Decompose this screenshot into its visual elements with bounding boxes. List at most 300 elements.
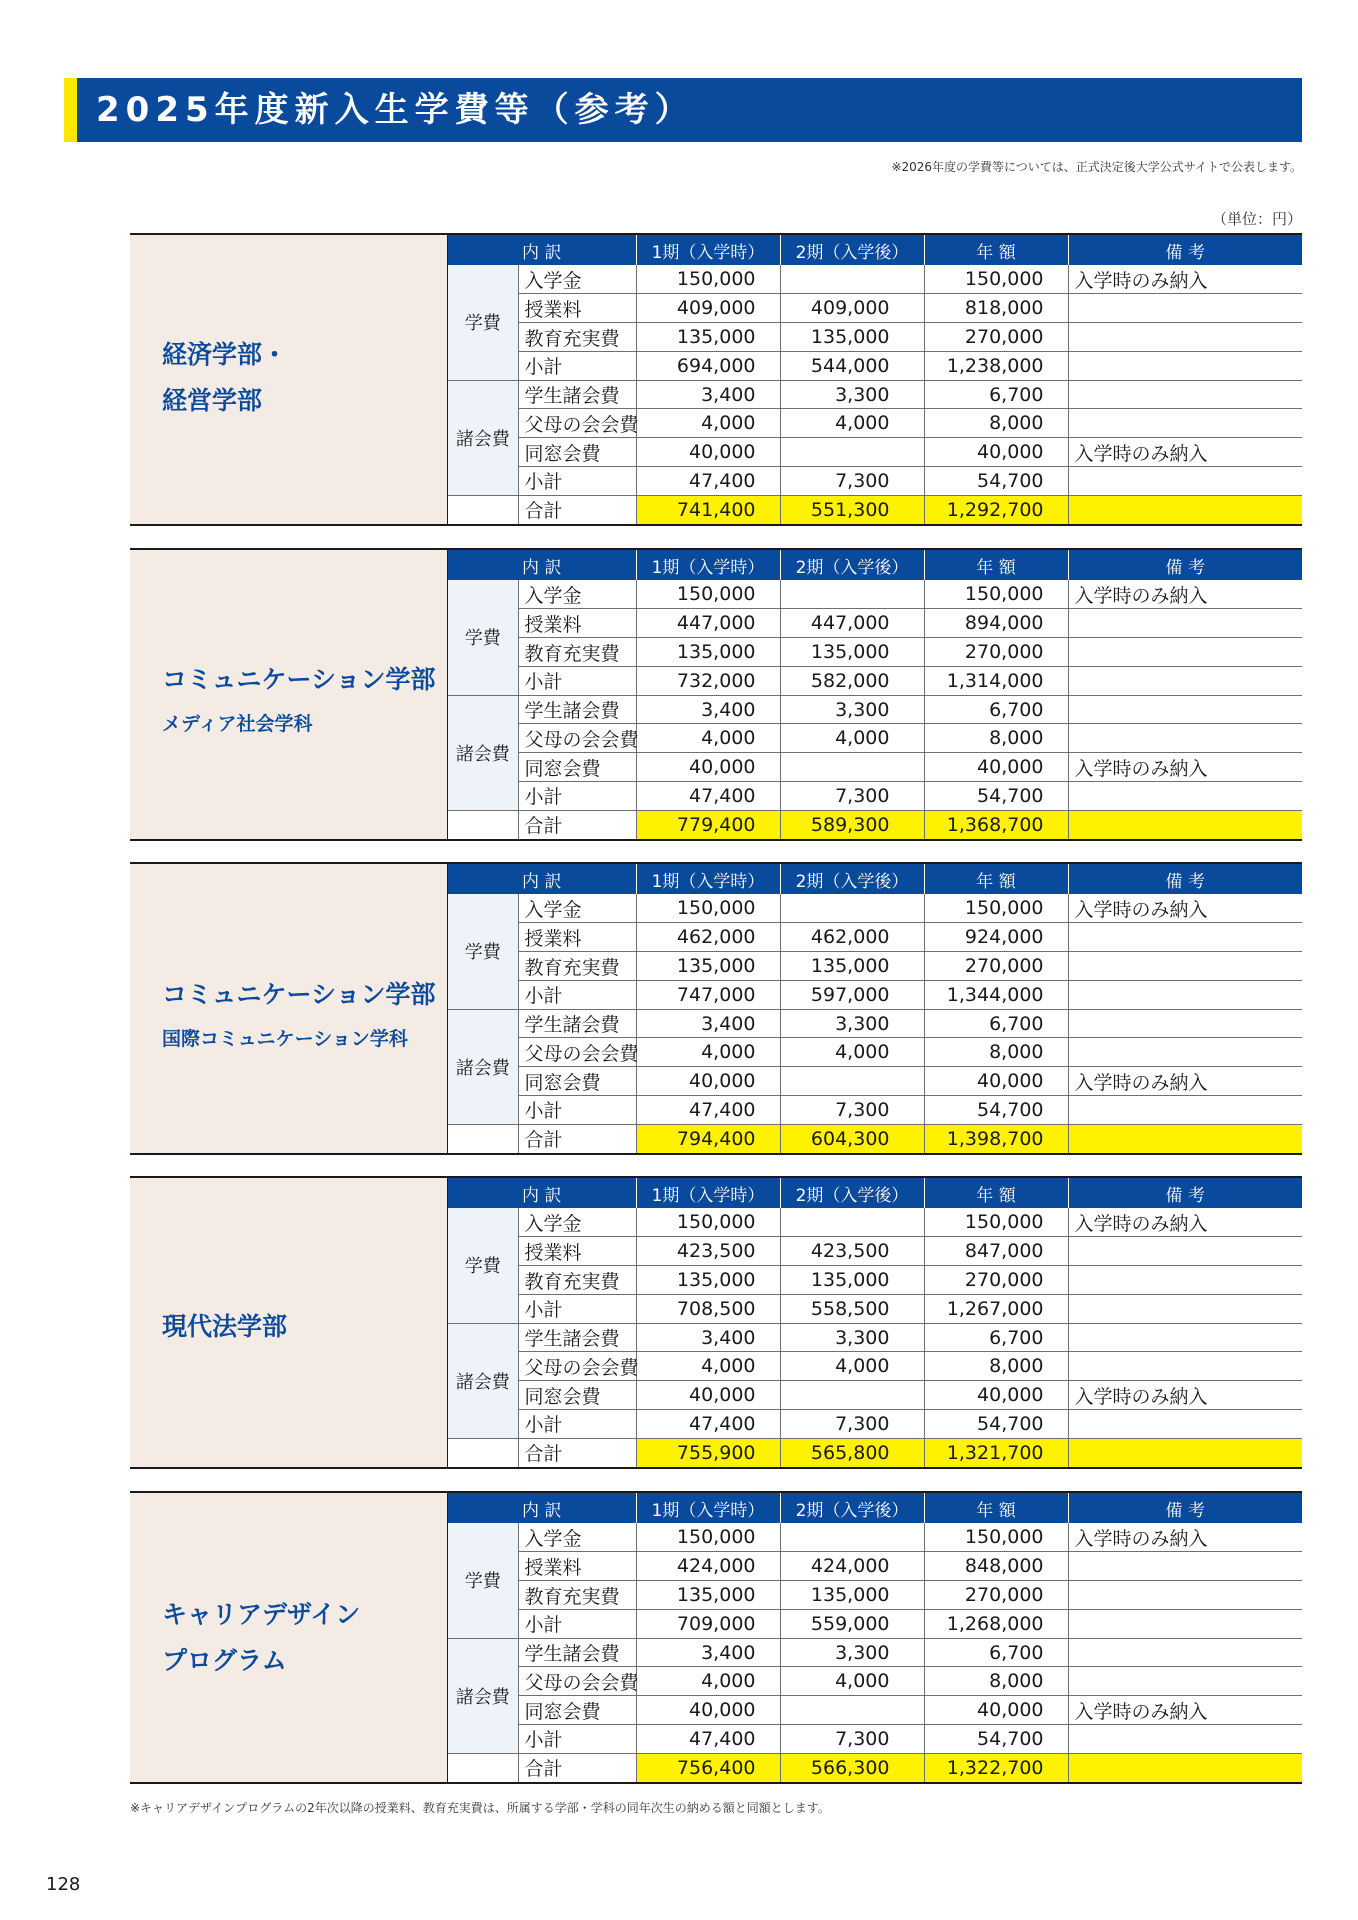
amount-cell: 3,300 [780,1323,924,1352]
column-header: 1期（入学時） [636,864,780,894]
column-header: 内 訳 [448,235,636,265]
item-label: 学生諸会費 [518,1323,636,1352]
total-spacer [448,810,518,839]
amount-cell [780,1381,924,1410]
total-remark-cell [1068,1124,1302,1153]
item-label: 入学金 [518,894,636,923]
table-row [448,666,1302,695]
table-row [448,1038,1302,1067]
item-label: 授業料 [518,1552,636,1581]
item-label: 教育充実費 [518,1266,636,1295]
amount-cell: 150,000 [924,1523,1068,1552]
amount-cell: 54,700 [924,466,1068,495]
faculty-name-line: キャリアデザイン [162,1600,361,1629]
remark-cell [1068,409,1302,438]
item-label: 父母の会会費 [518,1667,636,1696]
amount-cell: 423,500 [636,1237,780,1266]
column-header: 備 考 [1068,550,1302,580]
amount-cell: 6,700 [924,380,1068,409]
amount-cell: 4,000 [636,724,780,753]
amount-cell: 558,500 [780,1294,924,1323]
amount-cell: 150,000 [636,894,780,923]
amount-cell: 8,000 [924,1352,1068,1381]
item-label: 入学金 [518,580,636,609]
item-label: 授業料 [518,609,636,638]
page-number: 128 [46,1874,81,1895]
group-label: 学費 [448,265,518,380]
item-label: 入学金 [518,1208,636,1237]
column-header: 内 訳 [448,864,636,894]
item-label: 授業料 [518,294,636,323]
remark-cell [1068,351,1302,380]
total-amount-cell: 756,400 [636,1753,780,1782]
table-row [448,1696,1302,1725]
remark-cell [1068,609,1302,638]
table-row [448,1266,1302,1295]
total-amount-cell: 604,300 [780,1124,924,1153]
top-note: ※2026年度の学費等については、正式決定後大学公式サイトで公表します。 [891,160,1302,174]
amount-cell: 747,000 [636,980,780,1009]
item-label: 学生諸会費 [518,695,636,724]
total-amount-cell: 589,300 [780,810,924,839]
total-remark-cell [1068,1438,1302,1467]
faculty-fee-block [130,233,1302,526]
amount-cell: 6,700 [924,695,1068,724]
amount-cell: 135,000 [636,952,780,981]
total-row [448,1753,1302,1782]
group-label: 学費 [448,580,518,695]
table-row [448,923,1302,952]
amount-cell: 7,300 [780,1409,924,1438]
remark-cell [1068,1095,1302,1124]
amount-cell [780,1523,924,1552]
amount-cell: 462,000 [780,923,924,952]
amount-cell: 708,500 [636,1294,780,1323]
remark-cell [1068,1237,1302,1266]
total-amount-cell: 1,292,700 [924,495,1068,524]
amount-cell [780,1208,924,1237]
amount-cell: 150,000 [636,1523,780,1552]
total-row [448,495,1302,524]
amount-cell: 694,000 [636,351,780,380]
group-label: 学費 [448,894,518,1009]
total-amount-cell: 1,398,700 [924,1124,1068,1153]
faculty-name-line: プログラム [162,1646,287,1675]
item-label: 父母の会会費 [518,724,636,753]
amount-cell: 135,000 [780,1266,924,1295]
item-label: 小計 [518,1294,636,1323]
amount-cell: 1,238,000 [924,351,1068,380]
faculty-name-panel [130,1178,448,1467]
amount-cell: 894,000 [924,609,1068,638]
item-label: 小計 [518,666,636,695]
faculty-fee-block [130,1491,1302,1784]
remark-cell [1068,923,1302,952]
remark-cell: 入学時のみ納入 [1068,438,1302,467]
remark-cell [1068,980,1302,1009]
amount-cell: 40,000 [636,753,780,782]
total-spacer [448,1753,518,1782]
faculty-name-line: 経済学部・ [162,340,288,369]
amount-cell: 135,000 [636,323,780,352]
remark-cell [1068,1581,1302,1610]
remark-cell [1068,1409,1302,1438]
remark-cell [1068,1352,1302,1381]
total-spacer [448,495,518,524]
column-header: 年 額 [924,1493,1068,1523]
faculty-name-panel [130,1493,448,1782]
amount-cell: 3,400 [636,1323,780,1352]
amount-cell: 424,000 [636,1552,780,1581]
amount-cell: 150,000 [924,580,1068,609]
table-row [448,351,1302,380]
amount-cell: 597,000 [780,980,924,1009]
total-spacer [448,1124,518,1153]
amount-cell: 150,000 [924,265,1068,294]
amount-cell: 424,000 [780,1552,924,1581]
remark-cell: 入学時のみ納入 [1068,753,1302,782]
faculty-name [162,1304,287,1350]
amount-cell: 423,500 [780,1237,924,1266]
amount-cell: 40,000 [924,438,1068,467]
amount-cell: 40,000 [636,1381,780,1410]
remark-cell: 入学時のみ納入 [1068,1381,1302,1410]
amount-cell: 4,000 [636,1667,780,1696]
amount-cell: 4,000 [636,1038,780,1067]
column-header: 2期（入学後） [780,864,924,894]
table-row [448,1067,1302,1096]
item-label: 父母の会会費 [518,1352,636,1381]
table-row [448,695,1302,724]
total-amount-cell: 741,400 [636,495,780,524]
amount-cell: 1,268,000 [924,1609,1068,1638]
table-row [448,1638,1302,1667]
amount-cell: 40,000 [924,1696,1068,1725]
group-label: 学費 [448,1208,518,1323]
remark-cell: 入学時のみ納入 [1068,1067,1302,1096]
amount-cell [780,580,924,609]
amount-cell: 4,000 [780,1352,924,1381]
amount-cell: 582,000 [780,666,924,695]
title-accent-stripe [64,78,77,142]
amount-cell: 462,000 [636,923,780,952]
total-remark-cell [1068,1753,1302,1782]
total-row [448,1124,1302,1153]
item-label: 同窓会費 [518,438,636,467]
amount-cell: 135,000 [780,952,924,981]
item-label: 教育充実費 [518,1581,636,1610]
table-row [448,294,1302,323]
item-label: 小計 [518,351,636,380]
column-header: 1期（入学時） [636,235,780,265]
column-header: 内 訳 [448,550,636,580]
table-row [448,1352,1302,1381]
amount-cell [780,894,924,923]
item-label: 同窓会費 [518,753,636,782]
fee-table [448,1178,1302,1467]
item-label: 小計 [518,781,636,810]
remark-cell [1068,323,1302,352]
remark-cell [1068,952,1302,981]
remark-cell: 入学時のみ納入 [1068,894,1302,923]
total-label: 合計 [518,1124,636,1153]
total-amount-cell: 779,400 [636,810,780,839]
table-row [448,409,1302,438]
amount-cell: 54,700 [924,1409,1068,1438]
amount-cell: 8,000 [924,724,1068,753]
amount-cell: 135,000 [636,1581,780,1610]
item-label: 同窓会費 [518,1381,636,1410]
amount-cell: 150,000 [636,580,780,609]
group-label: 諸会費 [448,1323,518,1438]
table-row [448,1409,1302,1438]
page-title: 2025年度新入生学費等（参考） [96,90,695,130]
remark-cell: 入学時のみ納入 [1068,1696,1302,1725]
faculty-name [162,972,436,1054]
amount-cell: 47,400 [636,781,780,810]
table-row [448,609,1302,638]
column-header: 2期（入学後） [780,1178,924,1208]
amount-cell: 40,000 [636,1067,780,1096]
total-label: 合計 [518,1753,636,1782]
amount-cell: 54,700 [924,1095,1068,1124]
column-header: 1期（入学時） [636,1178,780,1208]
faculty-name [162,657,436,739]
amount-cell: 3,400 [636,1638,780,1667]
amount-cell: 3,300 [780,380,924,409]
total-row [448,810,1302,839]
table-row [448,580,1302,609]
column-header: 備 考 [1068,1178,1302,1208]
amount-cell: 4,000 [636,409,780,438]
item-label: 学生諸会費 [518,1009,636,1038]
remark-cell: 入学時のみ納入 [1068,265,1302,294]
column-header: 年 額 [924,1178,1068,1208]
amount-cell: 54,700 [924,1724,1068,1753]
faculty-name-panel [130,550,448,839]
total-spacer [448,1438,518,1467]
amount-cell: 4,000 [780,409,924,438]
amount-cell: 818,000 [924,294,1068,323]
table-row [448,1208,1302,1237]
department-name: メディア社会学科 [162,713,313,735]
table-row [448,1667,1302,1696]
remark-cell [1068,638,1302,667]
amount-cell: 47,400 [636,1095,780,1124]
amount-cell: 135,000 [636,638,780,667]
amount-cell: 150,000 [636,265,780,294]
footnote: ※キャリアデザインプログラムの2年次以降の授業料、教育充実費は、所属する学部・学科の同年次生の納める額と同額とします。 [130,1801,830,1815]
amount-cell: 40,000 [924,1067,1068,1096]
table-row [448,380,1302,409]
table-row [448,638,1302,667]
total-row [448,1438,1302,1467]
table-row [448,1523,1302,1552]
item-label: 教育充実費 [518,638,636,667]
column-header: 2期（入学後） [780,235,924,265]
item-label: 学生諸会費 [518,380,636,409]
column-header: 備 考 [1068,235,1302,265]
item-label: 小計 [518,1724,636,1753]
item-label: 授業料 [518,923,636,952]
amount-cell: 847,000 [924,1237,1068,1266]
fee-table [448,235,1302,524]
fee-table [448,1493,1302,1782]
total-remark-cell [1068,495,1302,524]
amount-cell: 3,300 [780,1009,924,1038]
remark-cell [1068,1294,1302,1323]
amount-cell: 40,000 [636,1696,780,1725]
amount-cell: 270,000 [924,323,1068,352]
remark-cell [1068,1009,1302,1038]
table-row [448,1323,1302,1352]
remark-cell [1068,724,1302,753]
amount-cell: 409,000 [636,294,780,323]
remark-cell [1068,294,1302,323]
total-amount-cell: 755,900 [636,1438,780,1467]
amount-cell: 4,000 [780,724,924,753]
table-row [448,1237,1302,1266]
table-row [448,1581,1302,1610]
table-row [448,1009,1302,1038]
column-header: 備 考 [1068,864,1302,894]
column-header: 2期（入学後） [780,550,924,580]
column-header: 年 額 [924,235,1068,265]
item-label: 父母の会会費 [518,1038,636,1067]
item-label: 小計 [518,980,636,1009]
faculty-fee-block [130,862,1302,1155]
table-row [448,753,1302,782]
amount-cell: 40,000 [636,438,780,467]
total-amount-cell: 566,300 [780,1753,924,1782]
table-row [448,1294,1302,1323]
total-remark-cell [1068,810,1302,839]
remark-cell [1068,781,1302,810]
total-amount-cell: 1,321,700 [924,1438,1068,1467]
remark-cell [1068,380,1302,409]
table-row [448,724,1302,753]
remark-cell [1068,1038,1302,1067]
amount-cell [780,1067,924,1096]
amount-cell: 8,000 [924,1667,1068,1696]
table-row [448,894,1302,923]
faculty-name-line: 経営学部 [162,386,263,415]
amount-cell: 6,700 [924,1323,1068,1352]
amount-cell: 4,000 [636,1352,780,1381]
amount-cell [780,753,924,782]
amount-cell: 447,000 [780,609,924,638]
department-name: 国際コミュニケーション学科 [162,1028,408,1050]
faculty-name-panel [130,864,448,1153]
item-label: 入学金 [518,1523,636,1552]
amount-cell: 54,700 [924,781,1068,810]
amount-cell: 40,000 [924,1381,1068,1410]
remark-cell: 入学時のみ納入 [1068,1523,1302,1552]
amount-cell: 7,300 [780,1724,924,1753]
amount-cell: 135,000 [780,323,924,352]
remark-cell: 入学時のみ納入 [1068,580,1302,609]
column-header: 年 額 [924,864,1068,894]
amount-cell: 270,000 [924,952,1068,981]
amount-cell: 447,000 [636,609,780,638]
amount-cell: 8,000 [924,1038,1068,1067]
total-amount-cell: 1,322,700 [924,1753,1068,1782]
remark-cell [1068,1724,1302,1753]
table-row [448,1552,1302,1581]
item-label: 父母の会会費 [518,409,636,438]
column-header: 内 訳 [448,1178,636,1208]
amount-cell: 7,300 [780,781,924,810]
amount-cell: 270,000 [924,638,1068,667]
table-row [448,466,1302,495]
total-label: 合計 [518,810,636,839]
faculty-name [162,332,287,424]
amount-cell: 47,400 [636,1409,780,1438]
table-row [448,1381,1302,1410]
faculty-fee-block [130,548,1302,841]
remark-cell [1068,666,1302,695]
table-row [448,1609,1302,1638]
table-row [448,1724,1302,1753]
amount-cell: 6,700 [924,1638,1068,1667]
column-header: 備 考 [1068,1493,1302,1523]
amount-cell: 848,000 [924,1552,1068,1581]
amount-cell: 135,000 [636,1266,780,1295]
faculty-name-panel [130,235,448,524]
table-row [448,265,1302,294]
amount-cell: 270,000 [924,1581,1068,1610]
item-label: 小計 [518,1609,636,1638]
amount-cell: 8,000 [924,409,1068,438]
group-label: 諸会費 [448,380,518,495]
amount-cell: 7,300 [780,1095,924,1124]
amount-cell: 47,400 [636,466,780,495]
item-label: 教育充実費 [518,952,636,981]
amount-cell: 6,700 [924,1009,1068,1038]
table-row [448,1095,1302,1124]
amount-cell: 3,400 [636,380,780,409]
faculty-name-line: 現代法学部 [162,1312,288,1341]
total-amount-cell: 551,300 [780,495,924,524]
remark-cell [1068,1323,1302,1352]
amount-cell: 409,000 [780,294,924,323]
item-label: 学生諸会費 [518,1638,636,1667]
item-label: 入学金 [518,265,636,294]
faculty-name-line: コミュニケーション学部 [162,980,436,1009]
amount-cell: 1,314,000 [924,666,1068,695]
amount-cell: 3,300 [780,1638,924,1667]
amount-cell: 559,000 [780,1609,924,1638]
amount-cell: 150,000 [924,894,1068,923]
remark-cell [1068,1667,1302,1696]
table-row [448,323,1302,352]
amount-cell: 1,267,000 [924,1294,1068,1323]
amount-cell: 150,000 [924,1208,1068,1237]
amount-cell: 3,400 [636,1009,780,1038]
amount-cell: 1,344,000 [924,980,1068,1009]
amount-cell: 150,000 [636,1208,780,1237]
amount-cell: 3,300 [780,695,924,724]
remark-cell [1068,1552,1302,1581]
amount-cell: 47,400 [636,1724,780,1753]
amount-cell [780,1696,924,1725]
item-label: 小計 [518,1409,636,1438]
amount-cell: 40,000 [924,753,1068,782]
amount-cell: 709,000 [636,1609,780,1638]
item-label: 同窓会費 [518,1696,636,1725]
total-label: 合計 [518,1438,636,1467]
fee-table [448,864,1302,1153]
